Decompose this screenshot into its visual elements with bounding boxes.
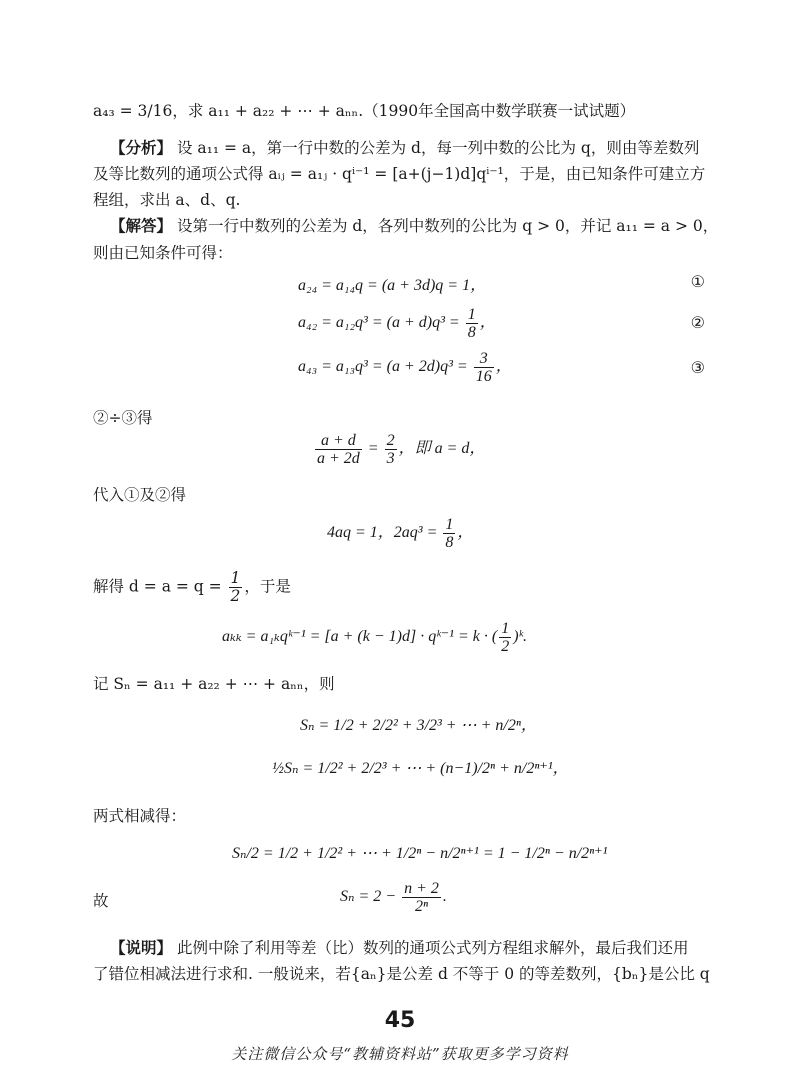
- difference-equation: Sₙ/2 = 1/2 + 1/2² + ⋯ + 1/2ⁿ − n/2ⁿ⁺¹ = 1 − 1/2ⁿ − n/2ⁿ⁺¹: [232, 845, 608, 862]
- equation-2: [298, 306, 496, 341]
- final-equation: [340, 880, 447, 915]
- substituted-equations: [327, 516, 473, 551]
- fraction-numerator: 2: [386, 432, 395, 449]
- analysis-tag: 【分析】: [110, 138, 173, 157]
- solution-tag: 【解答】: [110, 216, 173, 235]
- equation-3-number: ③: [690, 358, 705, 377]
- fraction-numerator: 1: [445, 516, 454, 533]
- equation-3: [298, 350, 512, 385]
- solve-line-tail: ，于是: [244, 577, 291, 596]
- footer-promo: 关注微信公众号“教辅资料站”获取更多学习资料: [231, 1045, 569, 1063]
- solve-line-prefix: 解得 d = a = q =: [93, 577, 222, 596]
- fraction-numerator: 3: [474, 350, 494, 368]
- fraction-numerator: n + 2: [404, 880, 439, 897]
- analysis-line-2: 及等比数列的通项公式得 aᵢⱼ = a₁ⱼ · qⁱ⁻¹ = [a+(j−1)d]qⁱ⁻¹，于是，由已知条件可建立方: [93, 165, 706, 183]
- solution-line-2: 则由已知条件可得：: [93, 244, 233, 262]
- equation-2-tail: ，: [479, 314, 496, 332]
- akk-tail: ᵏ.: [518, 628, 528, 646]
- equals-sign: =: [367, 440, 379, 458]
- solve-line-fraction: [229, 570, 243, 605]
- final-left: Sₙ = 2 −: [340, 888, 397, 906]
- sub-eq-fraction: [443, 516, 455, 551]
- akk-left: aₖₖ = a₁ₖqᵏ⁻¹ = [a + (k − 1)d] · qᵏ⁻¹ = k ·: [222, 628, 488, 646]
- solution-text-1: 设第一行中数列的公差为 d，各列中数列的公比为 q > 0，并记 a₁₁ = a > 0，: [176, 217, 719, 235]
- analysis-line-3: 程组，求出 a、d、q.: [93, 191, 241, 209]
- fraction-numerator: 1: [230, 569, 241, 587]
- equation-3-tail: ，: [495, 358, 512, 376]
- therefore-label: 故: [93, 892, 109, 910]
- solution-line-1: [110, 215, 718, 237]
- ratio-value-fraction: [385, 432, 397, 467]
- fraction-numerator: 1: [501, 620, 510, 637]
- analysis-text-1: 设 a₁₁ = a，第一行中数的公差为 d，每一列中数的公比为 q，则由等差数列: [176, 139, 700, 157]
- remark-tag: 【说明】: [110, 938, 173, 957]
- fraction-denominator: 8: [445, 534, 454, 551]
- solve-line: [93, 570, 291, 605]
- analysis-line-1: [110, 137, 699, 159]
- step-divide: ②÷③得: [93, 409, 153, 427]
- fraction-denominator: 16: [475, 368, 492, 385]
- final-tail: .: [442, 888, 447, 906]
- akk-equation: aₖₖ = a₁ₖqᵏ⁻¹ = [a + (k − 1)d] · qᵏ⁻¹ = k · ( $\frac{1}{2}$ )ᵏ.: [222, 620, 528, 655]
- subtract-text: 两式相减得：: [93, 807, 187, 825]
- fraction-denominator: a + 2d: [317, 450, 360, 467]
- fraction-denominator: 3: [386, 450, 395, 467]
- page-number: 45: [384, 1008, 416, 1033]
- fraction-denominator: 2: [230, 587, 241, 605]
- equation-3-fraction: [474, 350, 494, 385]
- remark-line-2: 了错位相减法进行求和. 一般说来，若{aₙ}是公差 d 不等于 0 的等差数列，{bₙ}是公比 q: [93, 965, 710, 983]
- fraction-denominator: 2ⁿ: [414, 898, 428, 915]
- sub-eq-tail: ，: [457, 524, 474, 542]
- remark-text-1: 此例中除了利用等差（比）数列的通项公式列方程组求解外，最后我们还用: [176, 939, 689, 957]
- akk-fraction: [499, 620, 511, 655]
- ratio-tail: ，即 a = d，: [398, 440, 486, 458]
- equation-2-fraction: [466, 306, 478, 341]
- half-sn-equation: ½Sₙ = 1/2² + 2/2³ + ⋯ + (n−1)/2ⁿ + n/2ⁿ⁺¹，: [272, 760, 569, 777]
- ratio-equation: [313, 432, 485, 467]
- sub-eq-left: 4aq = 1，2aq³ =: [327, 524, 438, 542]
- step-substitute: 代入①及②得: [93, 486, 187, 504]
- final-fraction: [402, 880, 441, 915]
- equation-1-number: ①: [690, 272, 705, 291]
- fraction-denominator: 2: [501, 638, 510, 655]
- remark-line-1: [110, 937, 688, 959]
- define-sn: 记 Sₙ = a₁₁ + a₂₂ + ⋯ + aₙₙ，则: [93, 675, 335, 693]
- equation-1: a₂₄ = a₁₄q = (a + 3d)q = 1，: [298, 277, 487, 294]
- fraction-numerator: 1: [467, 306, 476, 323]
- ratio-fraction: [315, 432, 362, 467]
- equation-2-number: ②: [690, 313, 705, 332]
- sn-equation: Sₙ = 1/2 + 2/2² + 3/2³ + ⋯ + n/2ⁿ，: [300, 717, 537, 734]
- equation-3-left: a₄₃ = a₁₃q³ = (a + 2d)q³ =: [298, 358, 468, 376]
- header-line: a₄₃ = 3/16，求 a₁₁ + a₂₂ + ⋯ + aₙₙ.（1990年全国高中数学联赛一试试题）: [93, 102, 636, 120]
- fraction-numerator: a + d: [315, 432, 362, 450]
- equation-2-left: a₄₂ = a₁₂q³ = (a + d)q³ =: [298, 314, 460, 332]
- fraction-denominator: 8: [467, 324, 476, 341]
